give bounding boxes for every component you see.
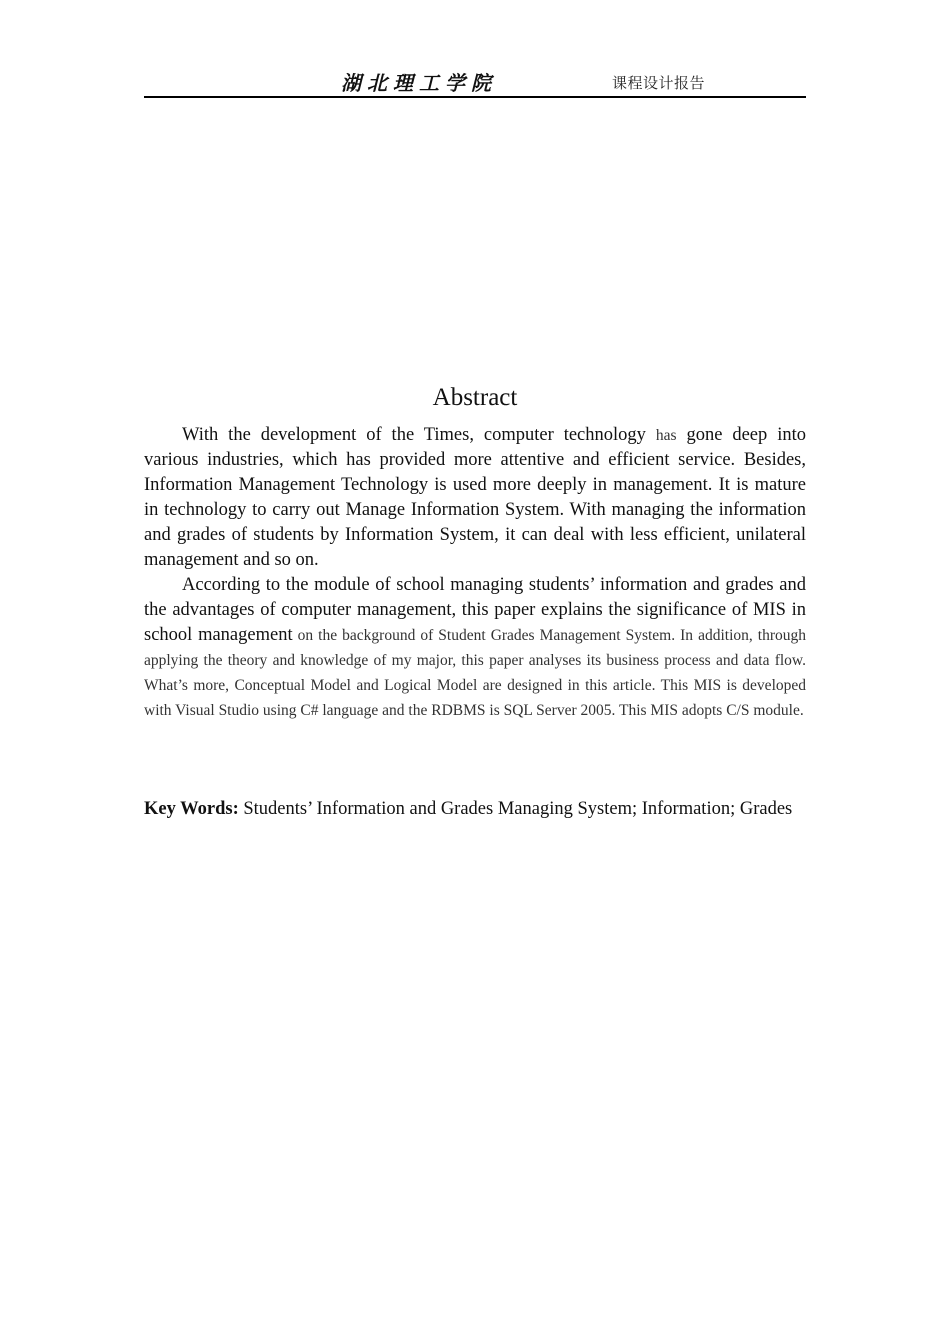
paragraph-1-text-b: has (655, 427, 677, 444)
abstract-title: Abstract (432, 384, 518, 411)
keywords-text: Students’ Information and Grades Managing System; Information; Grades (238, 799, 793, 819)
paragraph-1-text-c: gone deep into various industries, which has provided more attentive and efficient service. Besides, Information Management Technology is used more deeply in management. It is mature in technology to carry out Manage Information System. With managing the information and grades of students by Information System, it can deal with less efficient, unilateral management and so on. (144, 425, 806, 570)
keywords-label: Key Words: (144, 799, 239, 819)
paragraph-1-text-a: With the development of the Times, computer technology (182, 425, 656, 445)
paragraph-2-text-b: on the background of Student Grades Management System. In addition, through applying the theory and knowledge of my major, this paper analyses its business process and data flow. What’s more, Conceptual Model and Logical Model are designed in this article. This MIS is developed with Visual Studio using C# language and the RDBMS is SQL Server 2005. This MIS adopts C/S module. (144, 627, 806, 719)
header-document-type: 课程设计报告 (612, 74, 706, 92)
paragraph-2-text-a: According to the module of school managing students’ information and grades and the advantages of computer management, this paper explains the significance of MIS in school management (144, 575, 806, 645)
abstract-paragraph-1 (144, 423, 806, 573)
page-header (144, 64, 806, 98)
abstract-paragraph-2 (144, 573, 806, 723)
keywords-line (144, 797, 806, 822)
header-school-name: 湖北理工学院 (341, 71, 497, 95)
